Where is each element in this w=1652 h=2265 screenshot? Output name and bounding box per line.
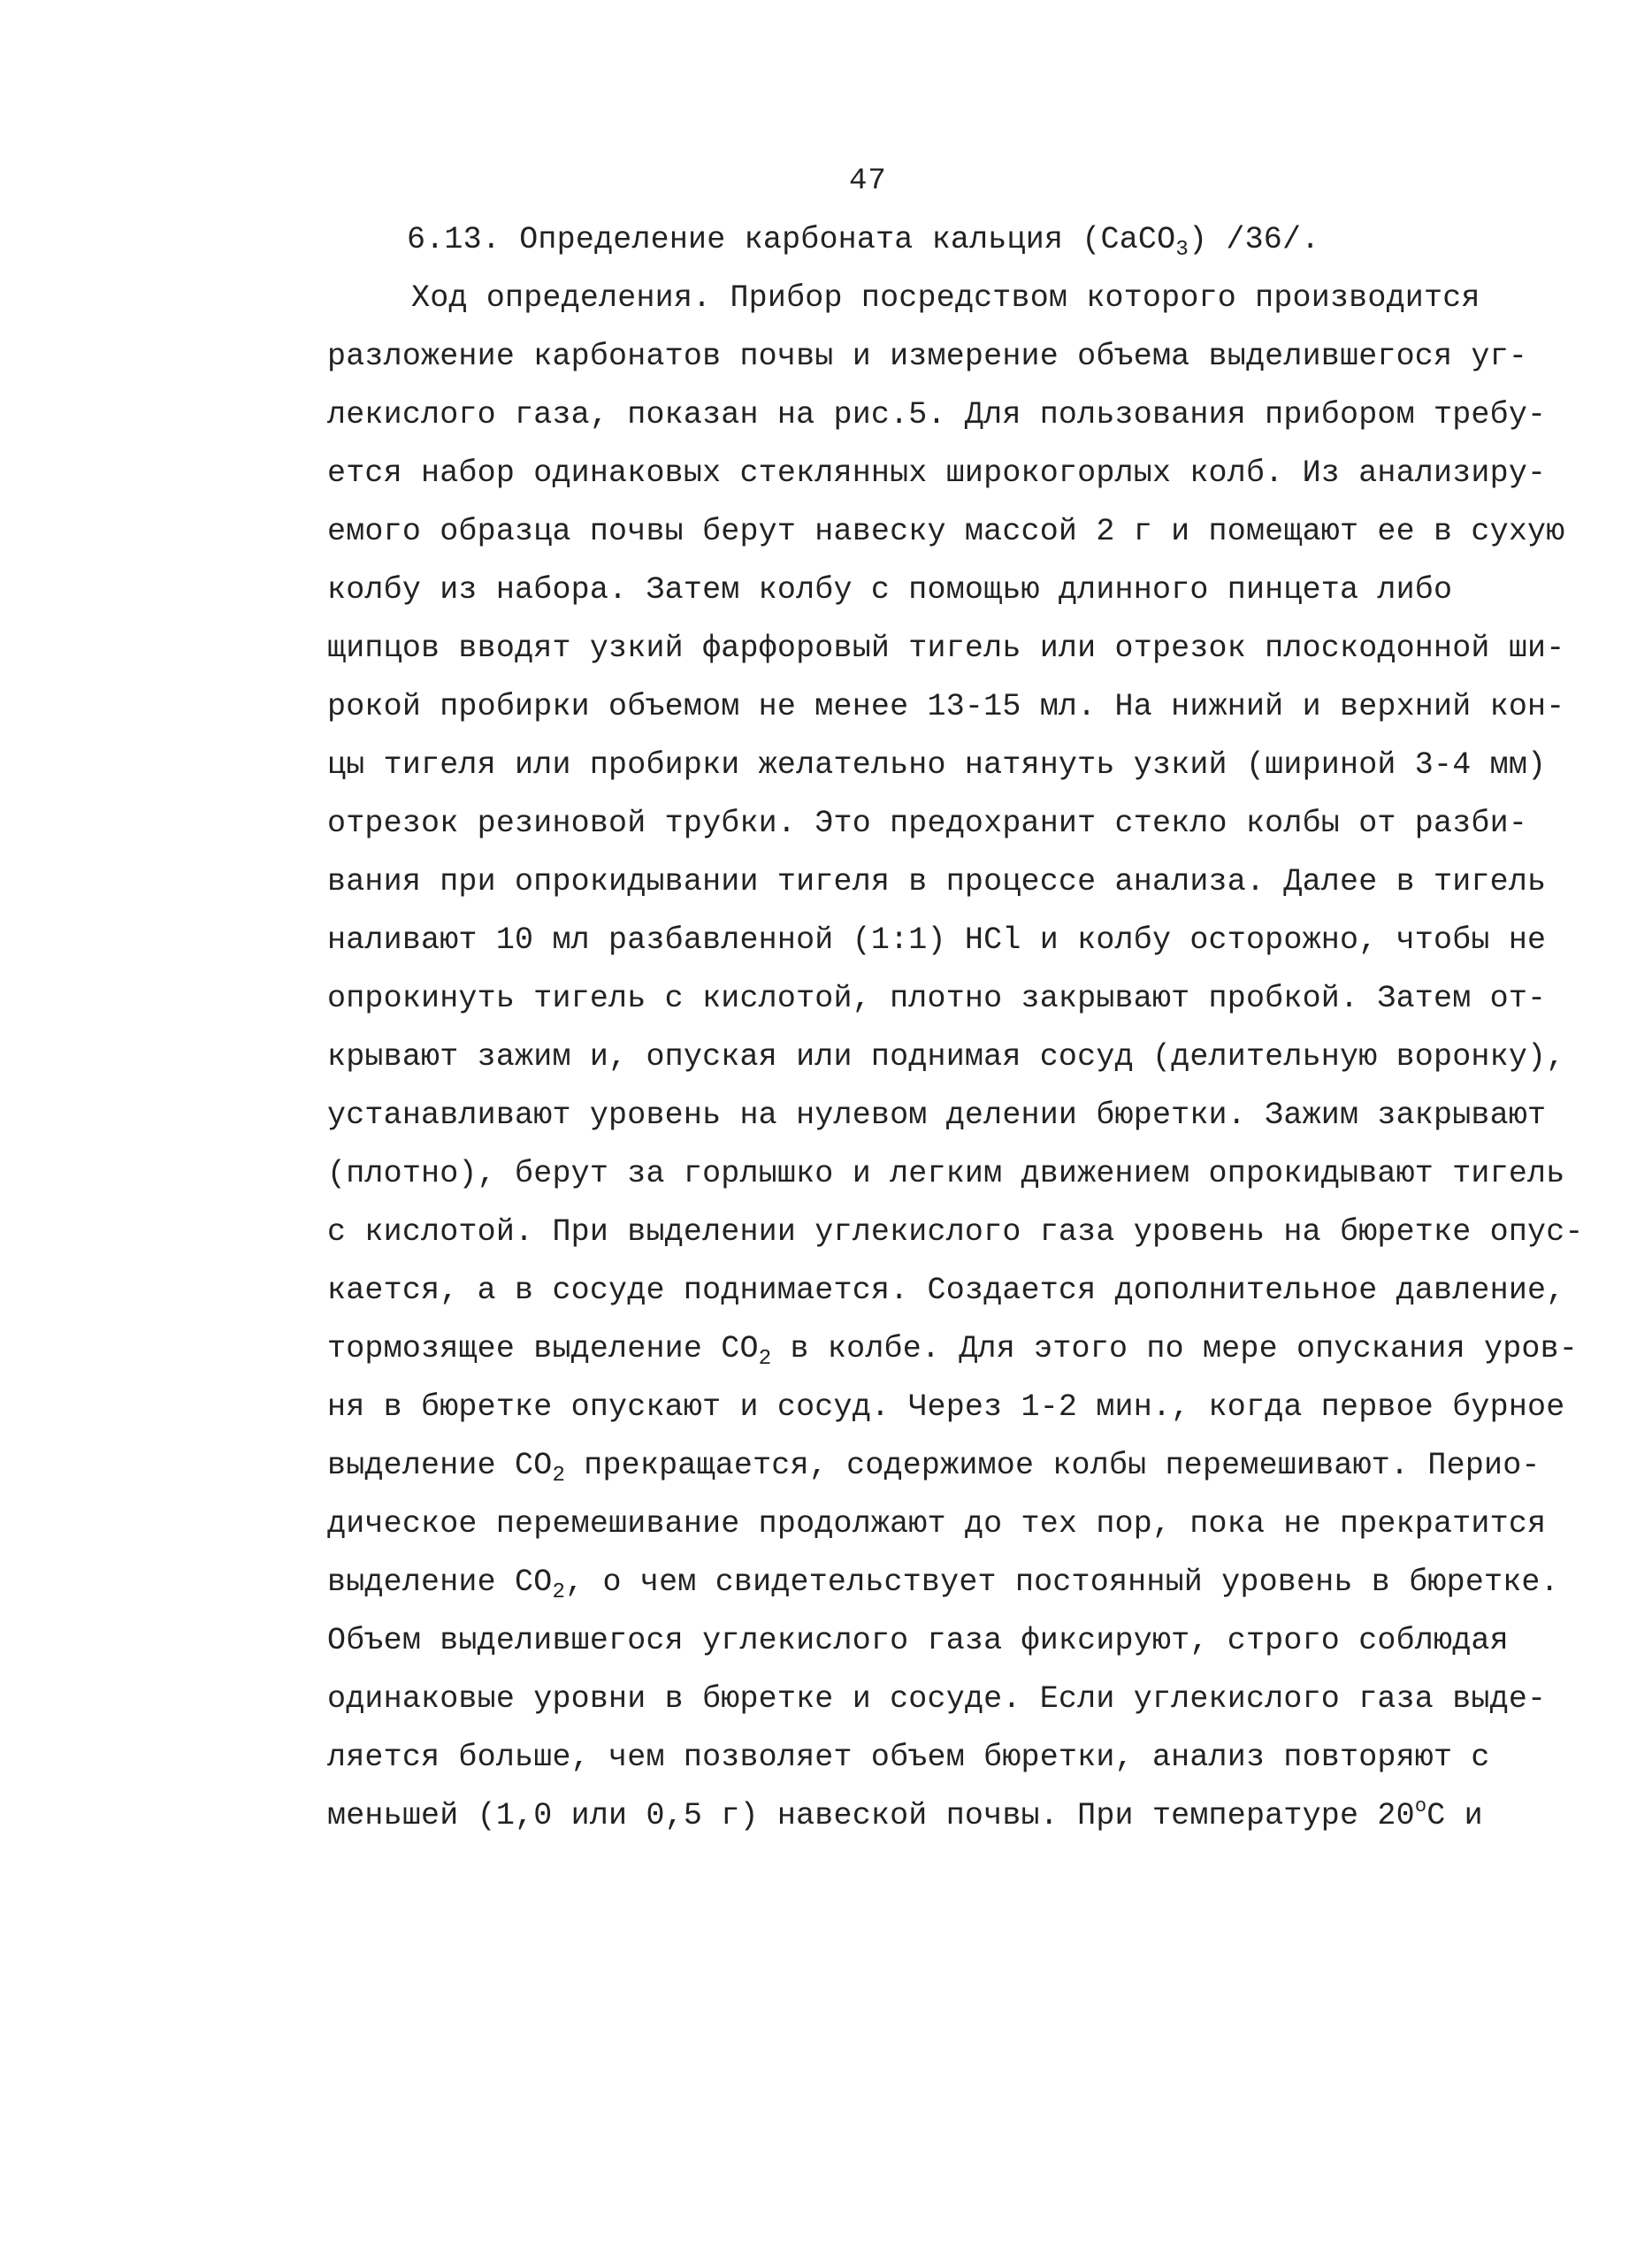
text-line: разложение карбонатов почвы и измерение объема выделившегося уг- (327, 339, 1528, 374)
text-line: Ход определения. Прибор посредством которого производится (411, 280, 1480, 316)
text-fragment: меньшей (1,0 или 0,5 г) навеской почвы. При температуре 20 (327, 1798, 1415, 1833)
text-fragment: 2 (552, 1580, 566, 1604)
text-line: цы тигеля или пробирки желательно натянуть узкий (шириной 3-4 мм) (327, 747, 1547, 783)
text-fragment: о (1414, 1795, 1427, 1817)
text-fragment: тормозящее выделение CO (327, 1331, 759, 1366)
text-line: крывают зажим и, опуская или поднимая сосуд (делительную воронку), (327, 1039, 1565, 1075)
text-line: кается, а в сосуде поднимается. Создается дополнительное давление, (327, 1273, 1565, 1308)
text-block (327, 210, 1584, 1845)
text-line: щипцов вводят узкий фарфоровый тигель или отрезок плоскодонной ши- (327, 631, 1565, 666)
text-line: одинаковые уровни в бюретке и сосуде. Если углекислого газа выде- (327, 1681, 1547, 1717)
text-line: ня в бюретке опускают и сосуд. Через 1-2 мин., когда первое бурное (327, 1389, 1565, 1425)
text-line (327, 1787, 1512, 1845)
text-line: вания при опрокидывании тигеля в процессе анализа. Далее в тигель (327, 864, 1547, 899)
text-fragment: прекращается, содержимое колбы перемешивают. Перио- (565, 1448, 1541, 1483)
text-line: с кислотой. При выделении углекислого газа уровень на бюретке опус- (327, 1214, 1584, 1250)
text-line: ляется больше, чем позволяет объем бюретки, анализ повторяют с (327, 1740, 1490, 1775)
text-fragment: выделение CO (327, 1565, 553, 1600)
text-line: лекислого газа, показан на рис.5. Для пользования прибором требу- (327, 397, 1547, 432)
text-line: отрезок резиновой трубки. Это предохранит стекло колбы от разби- (327, 806, 1528, 841)
heading-text: 6.13. Определение карбоната кальция (CaCO (407, 222, 1176, 257)
text-fragment: 2 (758, 1347, 772, 1371)
text-line: дическое перемешивание продолжают до тех пор, пока не прекратится (327, 1506, 1547, 1542)
text-line: емого образца почвы берут навеску массой 2 г и помещают ее в сухую (327, 514, 1565, 549)
text-line (327, 1436, 1541, 1495)
heading-subscript: 3 (1175, 238, 1189, 262)
text-fragment: в колбе. Для этого по мере опускания уров- (771, 1331, 1579, 1366)
text-line: ется набор одинаковых стеклянных широкогорлых колб. Из анализиру- (327, 455, 1547, 491)
heading-text-end: ) /36/. (1188, 222, 1320, 257)
text-line: устанавливают уровень на нулевом делении бюретки. Зажим закрывают (327, 1098, 1547, 1133)
text-line (327, 1320, 1579, 1378)
body-paragraph (327, 269, 1584, 1845)
text-fragment: выделение CO (327, 1448, 553, 1483)
text-fragment: , о чем свидетельствует постоянный уровень в бюретке. (565, 1565, 1559, 1600)
text-line (327, 1553, 1559, 1611)
text-line: колбу из набора. Затем колбу с помощью длинного пинцета либо (327, 572, 1453, 608)
page-number: 47 (849, 165, 887, 198)
text-line: Объем выделившегося углекислого газа фиксируют, строго соблюдая (327, 1623, 1509, 1658)
text-line: рокой пробирки объемом не менее 13-15 мл. На нижний и верхний кон- (327, 689, 1565, 724)
section-heading (327, 210, 1512, 269)
text-line: наливают 10 мл разбавленной (1:1) HCl и колбу осторожно, чтобы не (327, 922, 1547, 958)
text-line: опрокинуть тигель с кислотой, плотно закрывают пробкой. Затем от- (327, 981, 1547, 1016)
text-fragment: 2 (552, 1464, 566, 1488)
text-fragment: С и (1426, 1798, 1483, 1833)
text-line: (плотно), берут за горлышко и легким движением опрокидывают тигель (327, 1156, 1565, 1191)
